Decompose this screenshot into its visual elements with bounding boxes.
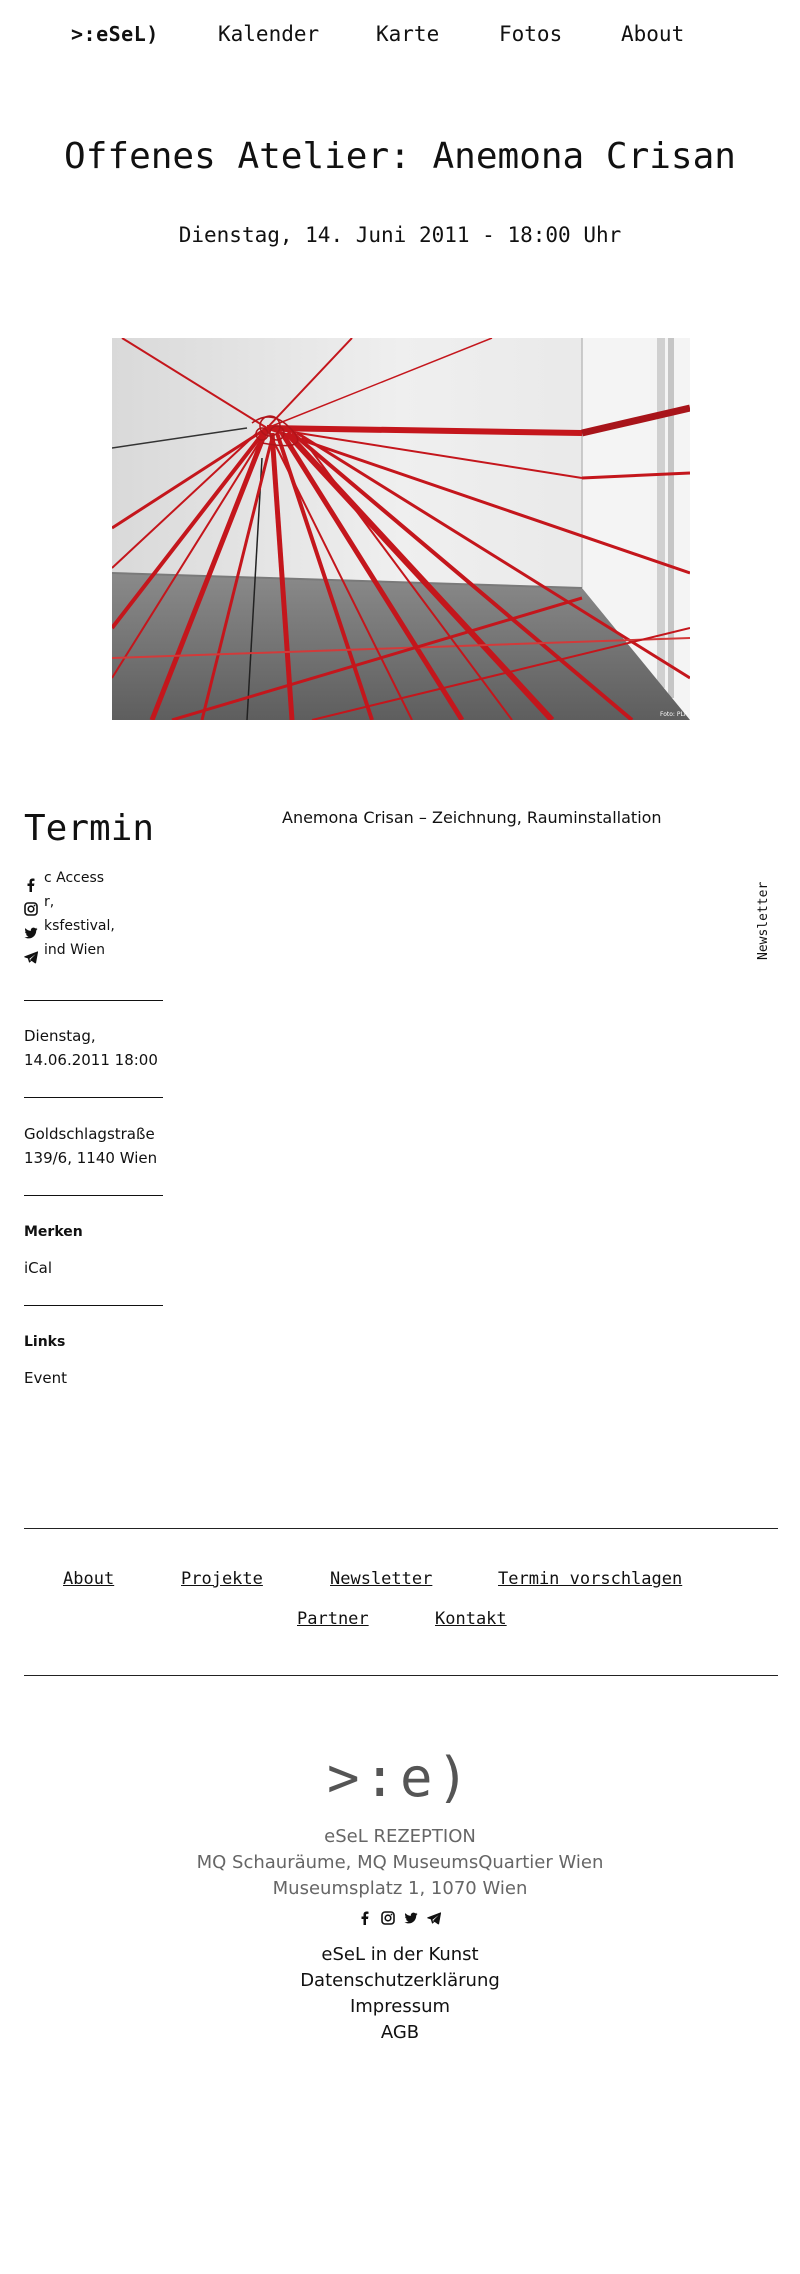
category-line[interactable]: ind Wien	[44, 942, 106, 958]
footer-divider	[24, 1528, 778, 1529]
ical-link[interactable]: iCal	[24, 1259, 53, 1277]
footer-partner-link[interactable]: Partner	[297, 1609, 369, 1629]
event-link[interactable]: Event	[24, 1369, 67, 1387]
instagram-icon[interactable]	[24, 902, 38, 916]
footer-newsletter-link[interactable]: Newsletter	[330, 1569, 433, 1589]
nav-kalender[interactable]: Kalender	[218, 22, 320, 46]
footer-kontakt-link[interactable]: Kontakt	[435, 1609, 507, 1629]
event-image[interactable]	[112, 338, 690, 720]
facebook-icon[interactable]	[24, 878, 38, 892]
links-heading: Links	[24, 1334, 66, 1350]
merken-heading: Merken	[24, 1224, 83, 1240]
category-line[interactable]: ksfestival,	[44, 918, 115, 934]
newsletter-side-tab[interactable]: Newsletter	[756, 881, 771, 960]
footer-logo[interactable]: >:e)	[326, 1746, 474, 1809]
svg-text:Foto: PLP: Foto: PLP	[660, 711, 688, 718]
footer-divider	[24, 1675, 778, 1676]
event-description: Anemona Crisan – Zeichnung, Rauminstallation	[282, 808, 662, 827]
termin-date-line: Dienstag,	[24, 1027, 96, 1045]
nav-karte[interactable]: Karte	[376, 22, 440, 46]
termin-address-line: 139/6, 1140 Wien	[24, 1149, 158, 1167]
termin-date-line: 14.06.2011 18:00	[24, 1051, 158, 1069]
termin-date	[24, 1024, 158, 1072]
top-navigation	[0, 22, 800, 52]
divider	[24, 1097, 163, 1098]
divider	[24, 1305, 163, 1306]
footer-address-line: MQ Schauräume, MQ MuseumsQuartier Wien	[196, 1852, 604, 1873]
twitter-icon[interactable]	[404, 1911, 418, 1925]
event-date-line: Dienstag, 14. Juni 2011 - 18:00 Uhr	[178, 223, 622, 247]
nav-fotos[interactable]: Fotos	[499, 22, 563, 46]
nav-about[interactable]: About	[621, 22, 685, 46]
footer-social-links	[358, 1911, 448, 1927]
footer-agb-link[interactable]: AGB	[380, 2022, 420, 2043]
links-section	[24, 1330, 67, 1390]
divider	[24, 1000, 163, 1001]
footer-address	[0, 1824, 800, 1902]
sidebar-social-links	[24, 878, 44, 974]
termin-address	[24, 1122, 157, 1170]
footer-legal-links	[0, 1942, 800, 2046]
footer-about-link[interactable]: About	[63, 1569, 115, 1589]
termin-heading: Termin	[24, 808, 155, 849]
event-categories	[44, 866, 164, 962]
instagram-icon[interactable]	[381, 1911, 395, 1925]
site-logo[interactable]: >:eSeL)	[71, 22, 159, 46]
footer-esel-in-der-kunst-link[interactable]: eSeL in der Kunst	[321, 1944, 479, 1965]
category-line[interactable]: c Access	[44, 870, 105, 886]
category-line[interactable]: r,	[44, 894, 55, 910]
footer-termin-vorschlagen-link[interactable]: Termin vorschlagen	[498, 1569, 683, 1589]
facebook-icon[interactable]	[358, 1911, 372, 1925]
footer-impressum-link[interactable]: Impressum	[349, 1996, 451, 2017]
telegram-icon[interactable]	[427, 1911, 441, 1925]
page-title: Offenes Atelier: Anemona Crisan	[64, 136, 736, 177]
telegram-icon[interactable]	[24, 950, 38, 964]
footer-projekte-link[interactable]: Projekte	[181, 1569, 263, 1589]
ribbon-installation-picture	[112, 338, 690, 720]
twitter-icon[interactable]	[24, 926, 38, 940]
divider	[24, 1195, 163, 1196]
footer-address-line: eSeL REZEPTION	[324, 1826, 476, 1847]
merken-section	[24, 1220, 83, 1280]
footer-address-line: Museumsplatz 1, 1070 Wien	[272, 1878, 528, 1899]
footer-datenschutz-link[interactable]: Datenschutzerklärung	[300, 1970, 500, 1991]
termin-address-line: Goldschlagstraße	[24, 1125, 155, 1143]
